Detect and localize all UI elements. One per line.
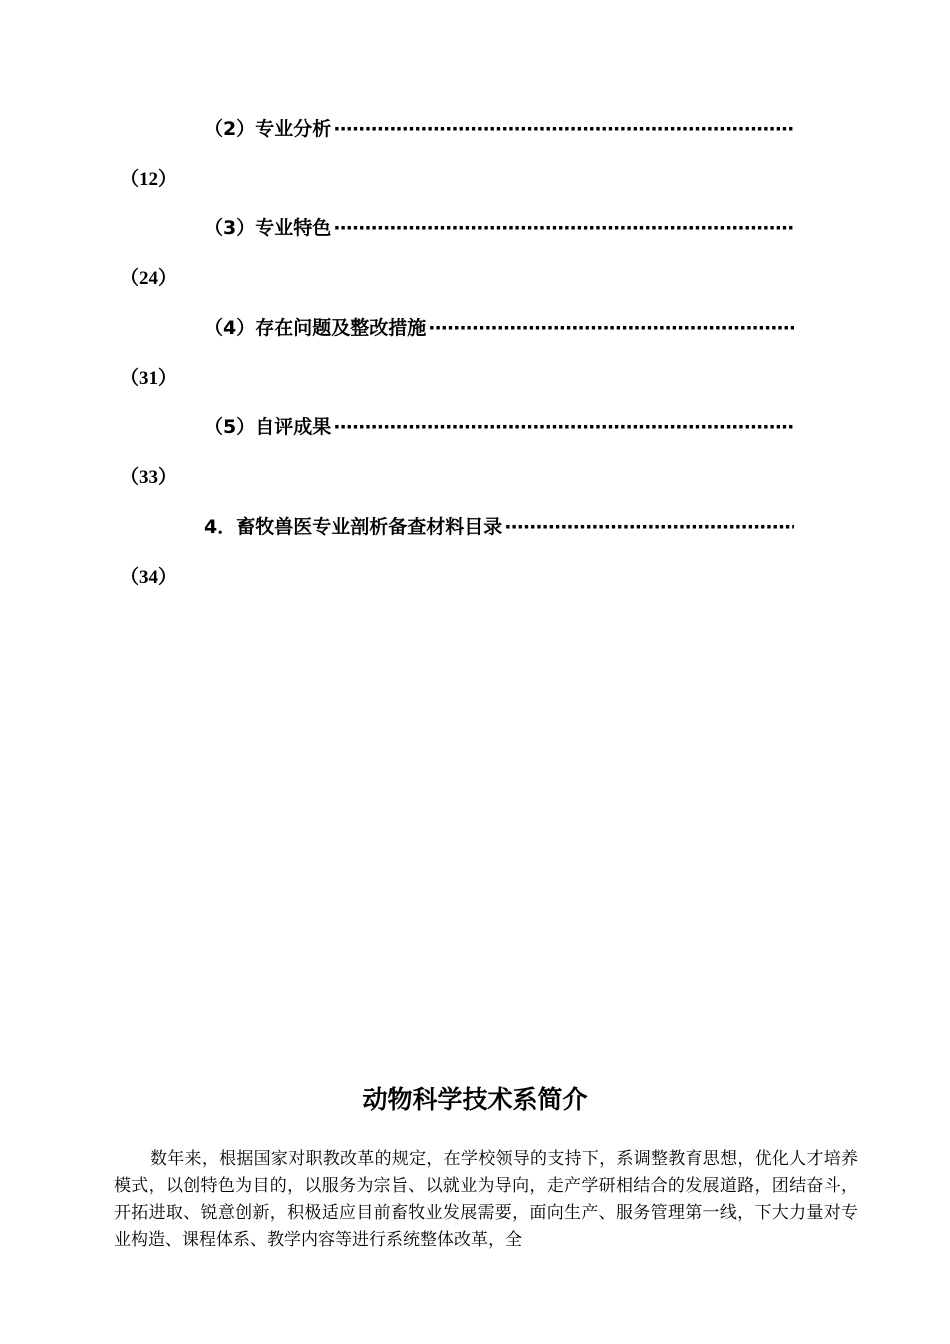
toc-entry-label: 4．畜牧兽医专业剖析备查材料目录 bbox=[204, 516, 503, 538]
toc-entry[interactable] bbox=[204, 213, 794, 239]
toc-dot-leader bbox=[331, 217, 794, 239]
toc-page-number: （34） bbox=[120, 567, 178, 588]
toc-page-number: （33） bbox=[120, 467, 178, 488]
toc-dot-leader bbox=[426, 317, 794, 339]
toc-entry-label: （4）存在问题及整改措施 bbox=[204, 317, 427, 339]
section-title: 动物科学技术系简介 bbox=[362, 1085, 588, 1114]
toc-entry-label: （3）专业特色 bbox=[204, 217, 332, 239]
toc-dot-leader bbox=[502, 516, 794, 538]
toc-entry-label: （5）自评成果 bbox=[204, 416, 332, 438]
intro-paragraph: 数年来，根据国家对职教改革的规定，在学校领导的支持下，系调整教育思想，优化人才培养模式，以创特色为目的，以服务为宗旨、以就业为导向，走产学研相结合的发展道路，团结奋斗，开拓进取、锐意创新，积极适应目前畜牧业发展需要，面向生产、服务管理第一线，下大力量对专业构造、课程体系、教学内容等进行系统整体改革，全 bbox=[114, 1149, 858, 1250]
toc-entry[interactable] bbox=[204, 114, 794, 140]
toc-page-number: （24） bbox=[120, 268, 178, 289]
toc-dot-leader bbox=[331, 118, 794, 140]
toc-entry[interactable] bbox=[204, 313, 794, 339]
toc-page-number: （31） bbox=[120, 368, 178, 389]
toc-entry[interactable] bbox=[204, 512, 794, 538]
toc-entry[interactable] bbox=[204, 412, 794, 438]
toc-page-number: （12） bbox=[120, 169, 178, 190]
toc-dot-leader bbox=[331, 416, 794, 438]
toc-entry-label: （2）专业分析 bbox=[204, 118, 332, 140]
